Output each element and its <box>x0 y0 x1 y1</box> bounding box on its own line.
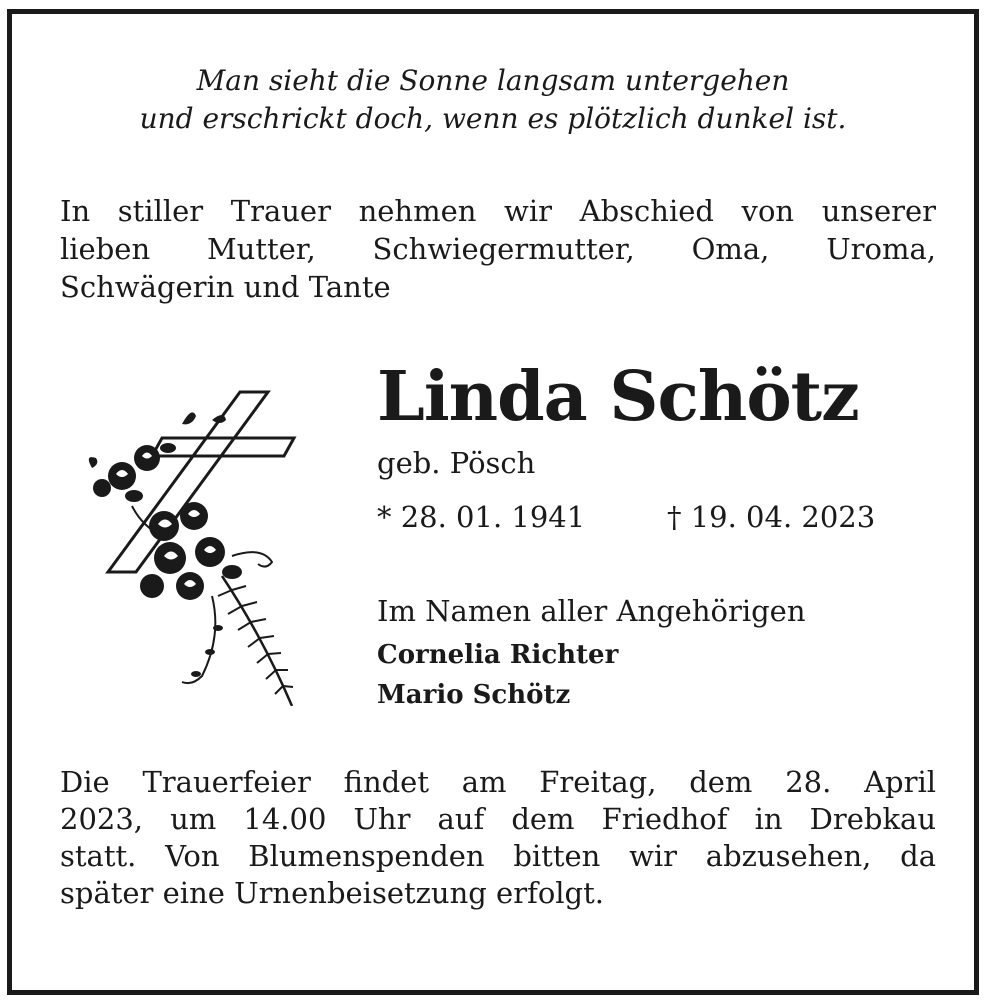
intro-text <box>60 192 936 306</box>
death-date: † 19. 04. 2023 <box>667 500 876 534</box>
intro-line-1: In stiller Trauer nehmen wir Abschied von unserer <box>60 194 936 228</box>
mourner-name: Mario Schötz <box>377 680 571 710</box>
mourner-name: Cornelia Richter <box>377 640 619 670</box>
motto-quote <box>12 62 974 138</box>
cross-with-roses-icon <box>72 376 302 706</box>
obituary-frame <box>7 9 979 995</box>
maiden-name: geb. Pösch <box>377 446 536 480</box>
intro-line-2: lieben Mutter, Schwiegermutter, Oma, Uroma, <box>60 232 936 266</box>
funeral-line-3: statt. Von Blumenspenden bitten wir abzusehen, da <box>60 839 936 873</box>
deceased-name: Linda Schötz <box>377 357 859 437</box>
funeral-notice <box>60 764 936 912</box>
motto-line-2: und erschrickt doch, wenn es plötzlich dunkel ist. <box>139 102 847 135</box>
motto-line-1: Man sieht die Sonne langsam untergehen <box>196 64 790 97</box>
funeral-line-2: 2023, um 14.00 Uhr auf dem Friedhof in Drebkau <box>60 802 936 836</box>
intro-line-3: Schwägerin und Tante <box>60 270 391 304</box>
mourners-intro: Im Namen aller Angehörigen <box>377 594 806 628</box>
funeral-line-4: später eine Urnenbeisetzung erfolgt. <box>60 876 604 910</box>
funeral-line-1: Die Trauerfeier findet am Freitag, dem 28. April <box>60 765 936 799</box>
birth-date: * 28. 01. 1941 <box>377 500 586 534</box>
